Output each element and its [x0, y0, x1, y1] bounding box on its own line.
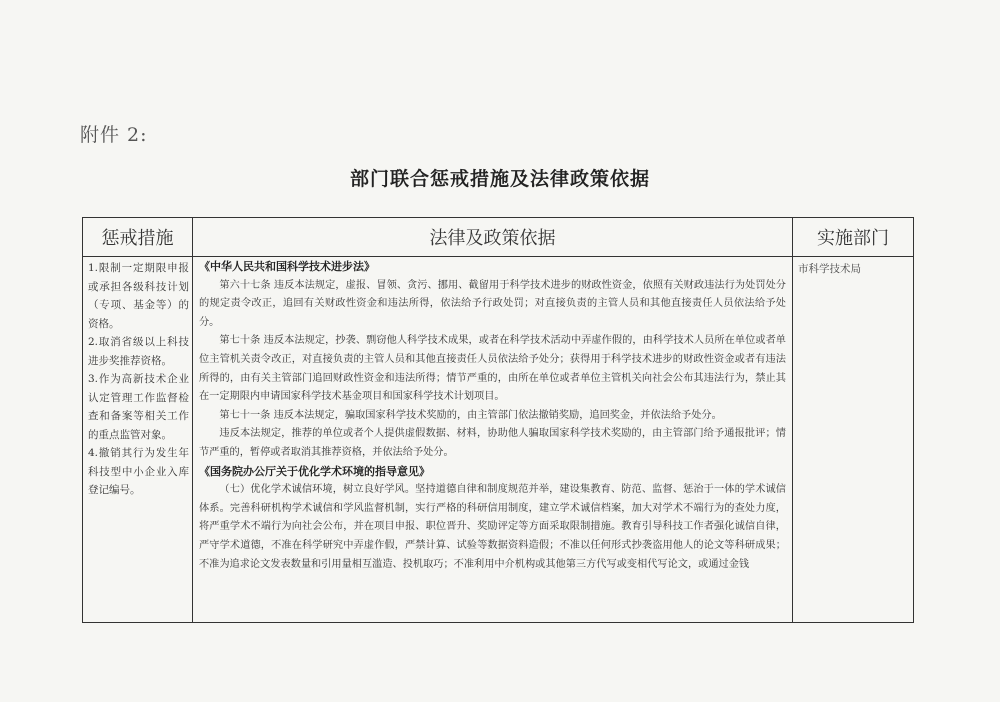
header-measures: 惩戒措施	[83, 218, 193, 257]
law-paragraph: （七）优化学术诚信环境，树立良好学风。坚持道德自律和制度规范并举，建设集教育、防范、监督、惩治于一体的学术诚信体系。完善科研机构学术诚信和学风监督机制，实行严格的科研信用制度，建立学术诚信档案，加大对学术不端行为的查处力度，将严重学术不端行为向社会公布，并在项目申报、职位晋升、奖励评定等方面采取限制措施。教育引导科技工作者强化诚信自律，严守学术道德，不准在科学研究中弄虚作假，严禁计算、试验等数据资料造假；不准以任何形式抄袭盗用他人的论文等科研成果；不准为追求论文发表数量和引用量相互滥造、投机取巧；不准利用中介机构或其他第三方代写或变相代写论文，或通过金钱	[199, 484, 786, 570]
laws-cell	[193, 257, 793, 623]
measures-cell	[83, 257, 193, 623]
measure-item: 3.作为高新技术企业认定管理工作监督检查和备案等相关工作的重点监管对象。	[88, 373, 189, 441]
document-title: 部门联合惩戒措施及法律政策依据	[349, 168, 650, 190]
law-paragraph: 第六十七条 违反本法规定，虚报、冒领、贪污、挪用、截留用于科学技术进步的财政性资金，依照有关财政违法行为处罚处分的规定责令改正，追回有关财政性资金和违法所得，依法给予行政处罚；对直接负责的主管人员和其他直接责任人员依法给予处分。	[199, 279, 786, 328]
department-cell	[793, 257, 914, 623]
law-paragraph: 第七十一条 违反本法规定，骗取国家科学技术奖励的，由主管部门依法撤销奖励，追回奖金，并依法给予处分。	[219, 409, 722, 421]
attachment-label: 附件 2:	[80, 124, 148, 146]
law-paragraph: 第七十条 违反本法规定，抄袭、剽窃他人科学技术成果，或者在科学技术活动中弄虚作假的，由科学技术人员所在单位或者单位主管机关责令改正，对直接负责的主管人员和其他直接责任人员依法给予处分；获得用于科学技术进步的财政性资金或者有违法所得的，由有关主管部门追回财政性资金和违法所得；情节严重的，由所在单位或者单位主管机关向社会公布其违法行为，禁止其在一定期限内申请国家科学技术基金项目和国家科学技术计划项目。	[199, 335, 786, 403]
measure-item: 1.限制一定期限申报或承担各级科技计划（专项、基金等）的资格。	[88, 262, 189, 330]
table-header-row	[83, 218, 914, 257]
header-department: 实施部门	[793, 218, 914, 257]
table-row	[83, 257, 914, 623]
law-paragraph: 违反本法规定，推荐的单位或者个人提供虚假数据、材料，协助他人骗取国家科学技术奖励的，由主管部门给予通报批评；情节严重的，暂停或者取消其推荐资格，并依法给予处分。	[199, 428, 786, 458]
law-title: 《中华人民共和国科学技术进步法》	[199, 260, 375, 273]
measure-item: 2.取消省级以上科技进步奖推荐资格。	[88, 336, 189, 367]
penalty-table	[82, 217, 914, 623]
law-title: 《国务院办公厅关于优化学术环境的指导意见》	[199, 464, 430, 478]
measure-item: 4.撤销其行为发生年科技型中小企业入库登记编号。	[88, 447, 189, 496]
department-name: 市科学技术局	[798, 263, 861, 275]
header-laws: 法律及政策依据	[193, 218, 793, 257]
